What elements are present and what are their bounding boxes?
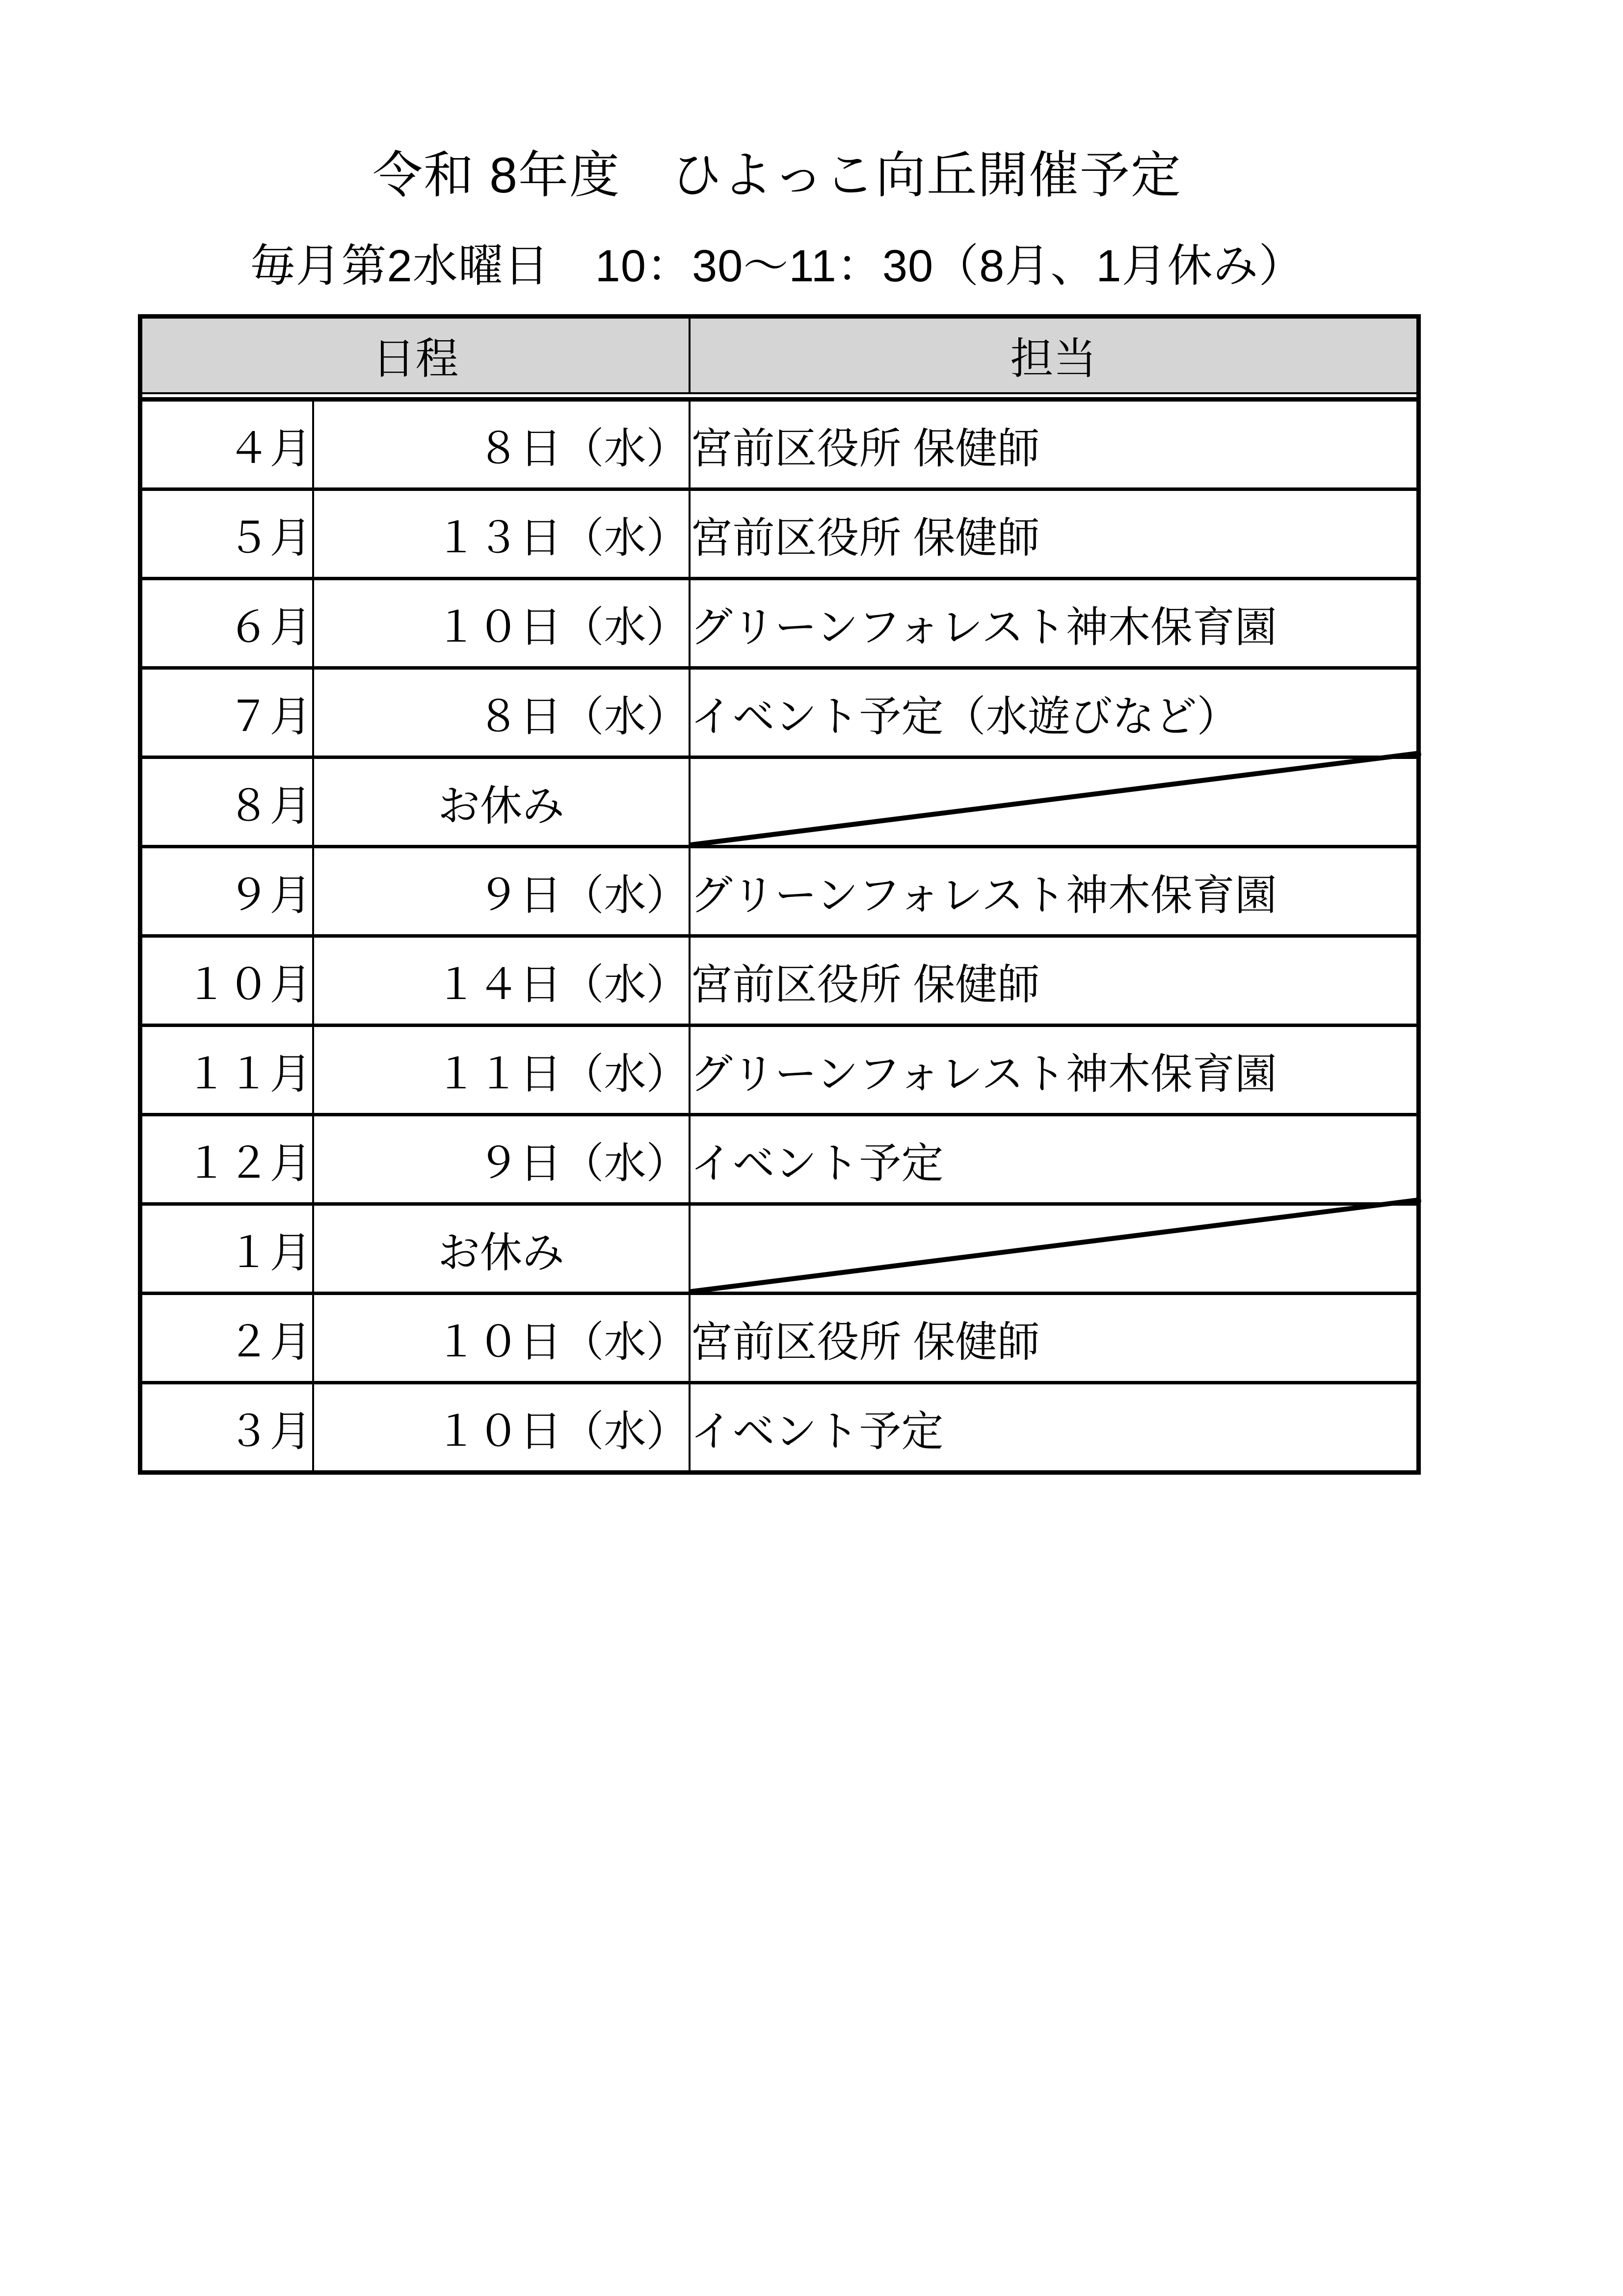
diagonal-strike-line xyxy=(691,759,1417,845)
schedule-table xyxy=(138,314,1421,1475)
header-gap-cell xyxy=(140,393,1419,400)
table-cell-day: ９日（水） xyxy=(313,847,690,936)
table-cell-month: ３月 xyxy=(140,1383,313,1473)
table-cell-staff: イベント予定 xyxy=(690,1383,1419,1473)
table-cell-month: １２月 xyxy=(140,1115,313,1204)
table-row xyxy=(140,936,1419,1026)
table-cell-month: １１月 xyxy=(140,1026,313,1115)
table-row-closed xyxy=(140,757,1419,847)
table-cell-month: ４月 xyxy=(140,400,313,489)
document-subtitle: 毎月第2水曜日 10：30～11：30（8月、1月休み） xyxy=(250,241,1304,291)
document-title: 令和 8年度 ひよっこ向丘開催予定 xyxy=(372,147,1182,203)
table-cell-staff: 宮前区役所 保健師 xyxy=(690,1294,1419,1383)
table-row xyxy=(140,579,1419,668)
table-row xyxy=(140,1115,1419,1204)
header-cell-staff: 担当 xyxy=(690,317,1419,394)
table-cell-day: １３日（水） xyxy=(313,489,690,579)
table-cell-day: １０日（水） xyxy=(313,1294,690,1383)
table-cell-month: ６月 xyxy=(140,579,313,668)
table-cell-staff xyxy=(690,1204,1419,1294)
table-row xyxy=(140,1294,1419,1383)
table-row xyxy=(140,847,1419,936)
table-cell-day: ８日（水） xyxy=(313,400,690,489)
table-row xyxy=(140,489,1419,579)
table-cell-month: ５月 xyxy=(140,489,313,579)
table-row xyxy=(140,1383,1419,1473)
table-cell-day: １４日（水） xyxy=(313,936,690,1026)
table-row-closed xyxy=(140,1204,1419,1294)
diagonal-strike-line xyxy=(691,1206,1417,1292)
table-cell-month: ８月 xyxy=(140,757,313,847)
table-cell-staff: 宮前区役所 保健師 xyxy=(690,400,1419,489)
table-cell-staff: グリーンフォレスト神木保育園 xyxy=(690,1026,1419,1115)
diagonal-strike-container xyxy=(691,1206,1417,1292)
table-cell-staff: イベント予定 xyxy=(690,1115,1419,1204)
table-cell-month: ９月 xyxy=(140,847,313,936)
table-cell-month: １０月 xyxy=(140,936,313,1026)
table-cell-day: １１日（水） xyxy=(313,1026,690,1115)
table-cell-staff: イベント予定（水遊びなど） xyxy=(690,668,1419,757)
table-row xyxy=(140,668,1419,757)
table-cell-day: お休み xyxy=(313,1204,690,1294)
table-cell-month: ２月 xyxy=(140,1294,313,1383)
table-cell-day: ９日（水） xyxy=(313,1115,690,1204)
header-double-rule-gap xyxy=(140,393,1419,400)
header-cell-schedule: 日程 xyxy=(140,317,690,394)
table-cell-staff: 宮前区役所 保健師 xyxy=(690,489,1419,579)
table-cell-month: １月 xyxy=(140,1204,313,1294)
table-cell-day: １０日（水） xyxy=(313,579,690,668)
table-row xyxy=(140,400,1419,489)
table-cell-month: ７月 xyxy=(140,668,313,757)
table-row xyxy=(140,1026,1419,1115)
table-cell-day: ８日（水） xyxy=(313,668,690,757)
table-cell-day: １０日（水） xyxy=(313,1383,690,1473)
table-cell-staff: グリーンフォレスト神木保育園 xyxy=(690,847,1419,936)
header-row xyxy=(140,317,1419,394)
diagonal-strike-container xyxy=(691,759,1417,845)
table-cell-staff: グリーンフォレスト神木保育園 xyxy=(690,579,1419,668)
table-cell-staff: 宮前区役所 保健師 xyxy=(690,936,1419,1026)
table-cell-staff xyxy=(690,757,1419,847)
table-cell-day: お休み xyxy=(313,757,690,847)
